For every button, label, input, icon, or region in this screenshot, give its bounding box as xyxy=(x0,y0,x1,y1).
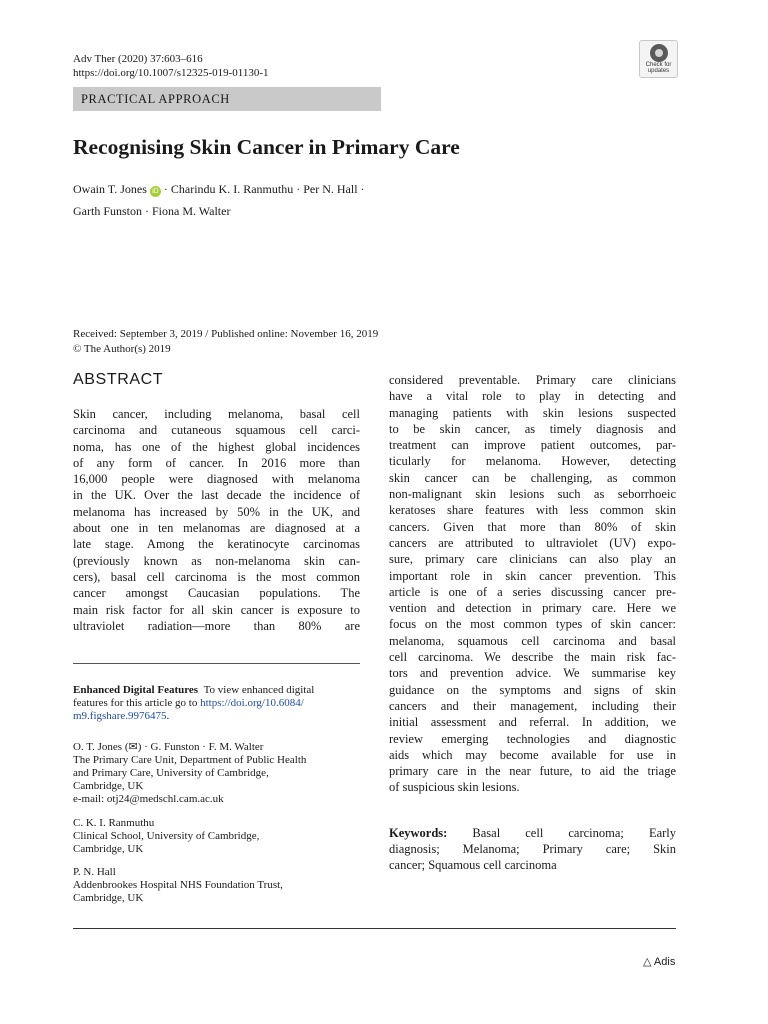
abstract-line: non-malignant skin lesions such as seborrhoeic xyxy=(389,487,676,502)
abstract-line: in the UK. Over the last decade the incidence of xyxy=(73,488,360,503)
publication-dates xyxy=(73,327,378,357)
keywords-line2: diagnosis; Melanoma; Primary care; Skin xyxy=(389,842,676,856)
abstract-line: cancers. Given that more than 80% of skin xyxy=(389,519,676,534)
edf-link-part2[interactable]: m9.figshare.9976475 xyxy=(73,710,167,722)
abstract-line: article is one of a series discussing cancer pre- xyxy=(389,584,676,599)
abstract-line: initial assessment and referral. In addition, we xyxy=(389,715,676,730)
abstract-line: cancer amongst Caucasian populations. The xyxy=(73,586,360,601)
doi-line[interactable]: https://doi.org/10.1007/s12325-019-01130-1 xyxy=(73,67,269,79)
abstract-line: vention and detection in primary care. Here we xyxy=(389,601,676,616)
affiliation-line: O. T. Jones (✉) · G. Funston · F. M. Walter xyxy=(73,741,264,753)
abstract-line: skin cancer can be challenging, as common xyxy=(389,470,676,485)
keywords-line3: cancer; Squamous cell carcinoma xyxy=(389,858,557,872)
abstract-line: cancers and their management, including their xyxy=(389,698,676,713)
abstract-line: sure, primary care clinicians can also play an xyxy=(389,552,676,567)
affiliation-line: P. N. Hall xyxy=(73,866,116,878)
abstract-line: aids which may become available for use in xyxy=(389,747,676,762)
abstract-line: to be skin cancer, as timely diagnosis and xyxy=(389,421,676,436)
abstract-line: focus on the most common types of skin cancer: xyxy=(389,617,676,632)
abstract-heading: ABSTRACT xyxy=(73,371,164,388)
abstract-line: of suspicious skin lesions. xyxy=(389,780,520,795)
abstract-line: melanoma, squamous cell carcinoma and basal xyxy=(389,633,676,648)
section-band xyxy=(73,87,381,111)
affiliation-line: e-mail: otj24@medschl.cam.ac.uk xyxy=(73,793,224,805)
copyright: © The Author(s) 2019 xyxy=(73,343,171,355)
author-jones[interactable]: Owain T. Jones xyxy=(73,182,147,196)
abstract-right-column xyxy=(389,372,676,796)
page-bottom-rule xyxy=(73,928,676,929)
abstract-line: keratoses share features with less common skin xyxy=(389,503,676,518)
edf-text1: To view enhanced digital xyxy=(203,684,315,696)
affiliation-line: Clinical School, University of Cambridge, xyxy=(73,830,260,842)
enhanced-digital-features xyxy=(73,684,363,723)
affiliation-hall xyxy=(73,866,283,905)
abstract-line: about one in ten melanomas are diagnosed at a xyxy=(73,521,360,536)
affiliation-line: The Primary Care Unit, Department of Public Health xyxy=(73,754,307,766)
affiliation-line: Cambridge, UK xyxy=(73,780,144,792)
abstract-line: late stage. Among the keratinocyte carcinomas xyxy=(73,537,360,552)
abstract-line: (previously known as non-melanoma skin can- xyxy=(73,553,360,568)
abstract-line: cers), basal cell carcinoma is the most common xyxy=(73,569,360,584)
affiliation-line: Addenbrookes Hospital NHS Foundation Trust, xyxy=(73,879,283,891)
publisher-name: Adis xyxy=(653,956,676,968)
abstract-line: treatment can improve patient outcomes, par- xyxy=(389,438,676,453)
edf-tail: . xyxy=(166,710,170,722)
keywords-block xyxy=(389,825,676,873)
journal-citation xyxy=(73,52,269,80)
affiliation-line: Cambridge, UK xyxy=(73,892,144,904)
abstract-line: considered preventable. Primary care clinicians xyxy=(389,373,676,387)
journal-volume-line: Adv Ther (2020) 37:603–616 xyxy=(73,53,203,65)
authors-line2: Garth Funston · Fiona M. Walter xyxy=(73,204,231,218)
publisher-logo xyxy=(643,955,675,968)
affiliation-line: and Primary Care, University of Cambridge, xyxy=(73,767,269,779)
abstract-line: 16,000 people were diagnosed with melanoma xyxy=(73,472,360,487)
keywords-label: Keywords: xyxy=(389,826,448,840)
abstract-line: carcinoma and cutaneous squamous cell carci- xyxy=(73,423,360,438)
abstract-line: review emerging technologies and diagnostic xyxy=(389,731,676,746)
article-title: Recognising Skin Cancer in Primary Care xyxy=(73,135,460,159)
author-list xyxy=(73,178,365,222)
adis-icon: △ xyxy=(643,956,652,968)
footnote-divider xyxy=(73,663,360,664)
edf-text2: features for this article go to xyxy=(73,697,201,709)
abstract-line: Skin cancer, including melanoma, basal cell xyxy=(73,407,360,421)
abstract-left-column xyxy=(73,406,360,634)
abstract-line: of any form of cancer. In 2016 more than xyxy=(73,455,360,470)
abstract-line: cell carcinoma. We describe the main risk fac- xyxy=(389,650,676,665)
abstract-line: primary care in the near future, to aid the triage xyxy=(389,764,676,779)
abstract-line: main risk factor for all skin cancer is exposure to xyxy=(73,602,360,617)
edf-label: Enhanced Digital Features xyxy=(73,684,199,696)
abstract-line: ticularly for melanoma. However, detecting xyxy=(389,454,676,469)
affiliation-ranmuthu xyxy=(73,817,259,856)
crossmark-line1: Check for xyxy=(645,62,672,68)
abstract-line: have a vital role to play in detecting and xyxy=(389,389,676,404)
crossmark-icon xyxy=(650,44,668,62)
abstract-line: tors and prevention advice. We summarise key xyxy=(389,666,676,681)
received-published: Received: September 3, 2019 / Published online: November 16, 2019 xyxy=(73,328,379,340)
edf-link-part1[interactable]: https://doi.org/10.6084/ xyxy=(200,697,304,709)
affiliation-line: C. K. I. Ranmuthu xyxy=(73,817,155,829)
check-for-updates-badge[interactable] xyxy=(639,40,678,78)
abstract-line: important role in skin cancer prevention. This xyxy=(389,568,676,583)
abstract-line: noma, has one of the highest global incidences xyxy=(73,439,360,454)
section-label: PRACTICAL APPROACH xyxy=(81,92,230,106)
orcid-icon[interactable]: iD xyxy=(150,186,161,197)
authors-line1-rest: · Charindu K. I. Ranmuthu · Per N. Hall · xyxy=(163,182,365,196)
abstract-line: managing patients with skin lesions suspected xyxy=(389,405,676,420)
abstract-line: melanoma has increased by 50% in the UK, and xyxy=(73,504,360,519)
affiliation-jones-funston-walter xyxy=(73,741,306,806)
abstract-line: ultraviolet radiation—more than 80% are xyxy=(73,618,360,633)
affiliation-line: Cambridge, UK xyxy=(73,843,144,855)
abstract-line: cancers are attributed to ultraviolet (UV) expo- xyxy=(389,535,676,550)
abstract-line: guidance on the symptoms and signs of skin xyxy=(389,682,676,697)
keywords-line1: Basal cell carcinoma; Early xyxy=(472,826,677,840)
crossmark-line2: updates xyxy=(647,68,670,74)
